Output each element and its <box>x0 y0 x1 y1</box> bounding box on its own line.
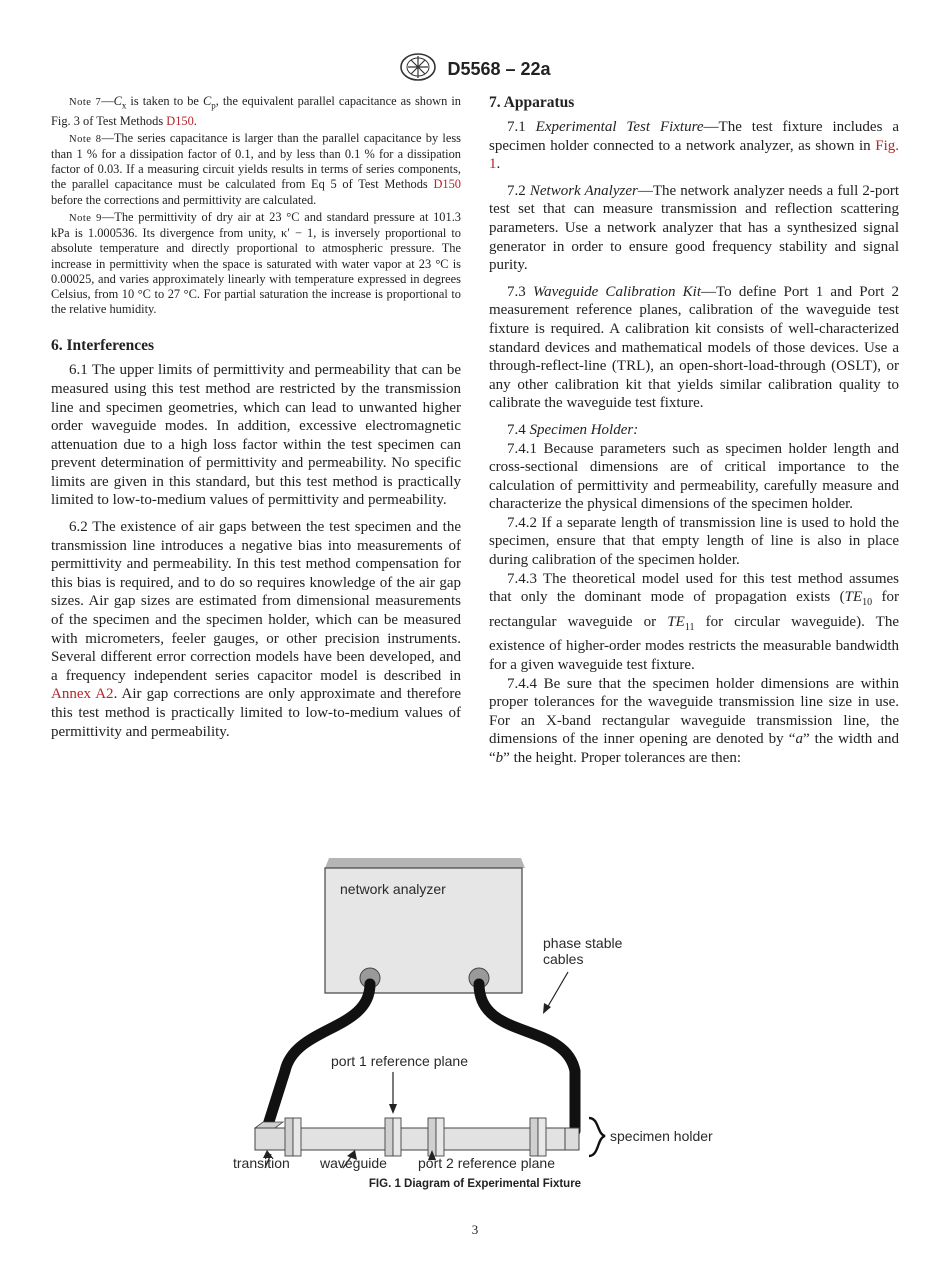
fig-1-diagram <box>225 856 725 1186</box>
paragraph-7-1: 7.1 Experimental Test Fixture—The test fixture includes a specimen holder connected to a network analyzer, as shown in Fig. 1. <box>489 119 900 173</box>
section-7-heading: 7. Apparatus <box>489 94 575 111</box>
flange-2 <box>385 1118 401 1156</box>
note-8: Note 8—The series capacitance is larger than the parallel capacitance by less than 1 % for a dissipation factor of 0.1, and by less than 0.1 % for a dissipation factor of 0.03. If a measuring circuit yields results in terms of series components, the parallel capacitance must be calculated from Eq 5 of Test Methods D150 before the corrections and permittivity are calculated. <box>51 130 461 207</box>
page-header <box>0 52 950 87</box>
section-6-heading: 6. Interferences <box>51 337 155 355</box>
d150-link[interactable]: D150 <box>166 113 194 128</box>
flange-3 <box>428 1118 444 1156</box>
cables-label-line1: phase stable <box>543 935 623 951</box>
flange-1 <box>285 1118 301 1156</box>
document-designation: D5568 – 22a <box>447 59 551 79</box>
paragraph-7-4-1: 7.4.1 Because parameters such as specimen holder length and cross-sectional dimensions are of critical importance to the calculation of permittivity and permeability, carefully measure and characterize the physical dimensions of the specimen holder. <box>489 440 899 513</box>
paragraph-7-2: 7.2 Network Analyzer—The network analyzer needs a full 2-port test set that can measure transmission and reflection scattering parameters. Use a network analyzer that has a synthesized signal generator in order to ensure good frequency stability and signal purity. <box>489 182 899 274</box>
specimen-holder-label: specimen holder <box>610 1128 713 1144</box>
transition-label: transition <box>233 1155 290 1171</box>
flange-4 <box>530 1118 546 1156</box>
paragraph-7-4-4: 7.4.4 Be sure that the specimen holder dimensions are within proper tolerances for the waveguide transmission line size in use. For an X-band rectangular waveguide transmission line, the dimensions of the inner opening are denoted by “a” the width and “b” the height. Proper tolerances are then: <box>489 675 899 766</box>
left-column <box>51 94 461 741</box>
port-2-label: port 2 reference plane <box>418 1155 555 1171</box>
astm-logo-icon <box>399 52 437 87</box>
annex-a2-link[interactable]: Annex A2 <box>51 686 114 703</box>
cables-pointer <box>547 972 568 1008</box>
waveguide-label: waveguide <box>320 1155 387 1171</box>
paragraph-7-3: 7.3 Waveguide Calibration Kit—To define Port 1 and Port 2 measurement reference planes, calibration of the waveguide test fixture is required. A calibration kit consists of well-characterized standard devices and mathematical models of those devices. Use a through-reflect-line (TRL), an open-short-load-through (OSLT), or any other calibration kit that yields similar calibration quality to calibrate the waveguide test fixture. <box>489 283 900 412</box>
d150-link[interactable]: D150 <box>433 177 461 192</box>
cable-right <box>479 984 575 1131</box>
paragraph-7-4-3: 7.4.3 The theoretical model used for this test method assumes that only the dominant mode of propagation exists ($TE_{10}$ for rectangular waveguide or $TE_{11}$ for circular waveguide). The existence of higher-order modes restricts the measurable bandwidth for a given waveguide test fixture. <box>489 570 899 674</box>
analyzer-box-top <box>325 858 525 868</box>
paragraph-7-4-2: 7.4.2 If a separate length of transmission line is used to hold the specimen, ensure that that empty length of line is also in place during calibration of the specimen holder. <box>489 514 899 569</box>
paragraph-6-1: 6.1 The upper limits of permittivity and permeability that can be measured using this test method are restricted by the transmission line and specimen geometries, which can lead to unwanted higher order waveguide modes. In addition, excessive electromagnetic attenuation due to a high loss factor within the test specimen can prevent determination of permittivity and permeability. No specific limits are given in this standard, but this test method is practically limited to low-to-medium values of permittivity and permeability. <box>51 362 461 509</box>
network-analyzer-label: network analyzer <box>340 881 446 897</box>
cables-label-line2: cables <box>543 951 584 967</box>
paragraph-7-4: 7.4 Specimen Holder: <box>507 421 639 438</box>
waveguide-line <box>255 1128 577 1150</box>
right-column <box>489 94 899 768</box>
paragraph-6-2: 6.2 The existence of air gaps between the test specimen and the transmission line introduces a negative bias into measurements of permittivity and permeability. In this test method compensation for this bias is required, and to do so requires knowledge of the air gap sizes. Air gap sizes are estimated from dimensional measurements of the specimen and the specimen holder, which can be measured with micrometers, feeler gauges, or other precision instruments. Several different error correction models have been developed, and a frequency independent series capacitor model is described in Annex A2. Air gap corrections are only approximate and therefore this test method is practically limited to low-to-medium values of permittivity and permeability. <box>51 519 461 740</box>
note-7: Note $7—C_x$ is taken to be $C_p$, the equivalent parallel capacitance as shown in Fig. 3 of Test Methods D150. <box>51 94 461 128</box>
specimen-holder-brace <box>589 1118 605 1156</box>
figure-caption: FIG. 1 Diagram of Experimental Fixture <box>368 1178 582 1190</box>
fig-1-link[interactable]: Fig. 1 <box>489 137 899 173</box>
page-number: 3 <box>471 1222 479 1237</box>
port-1-label: port 1 reference plane <box>331 1053 468 1069</box>
note-9: Note 9—The permittivity of dry air at 23 °C and standard pressure at 101.3 kPa is 1.000536. Its divergence from unity, κ′ − 1, is inversely proportional to absolute temperature and directly proportional to atmospheric pressure. The increase in permittivity when the space is saturated with water vapor at 23 °C is 0.00025, and varies approximately linearly with temperature expressed in degrees Celsius, from 10 °C to 27 °C. For partial saturation the increase is proportional to the relative humidity. <box>51 209 461 317</box>
